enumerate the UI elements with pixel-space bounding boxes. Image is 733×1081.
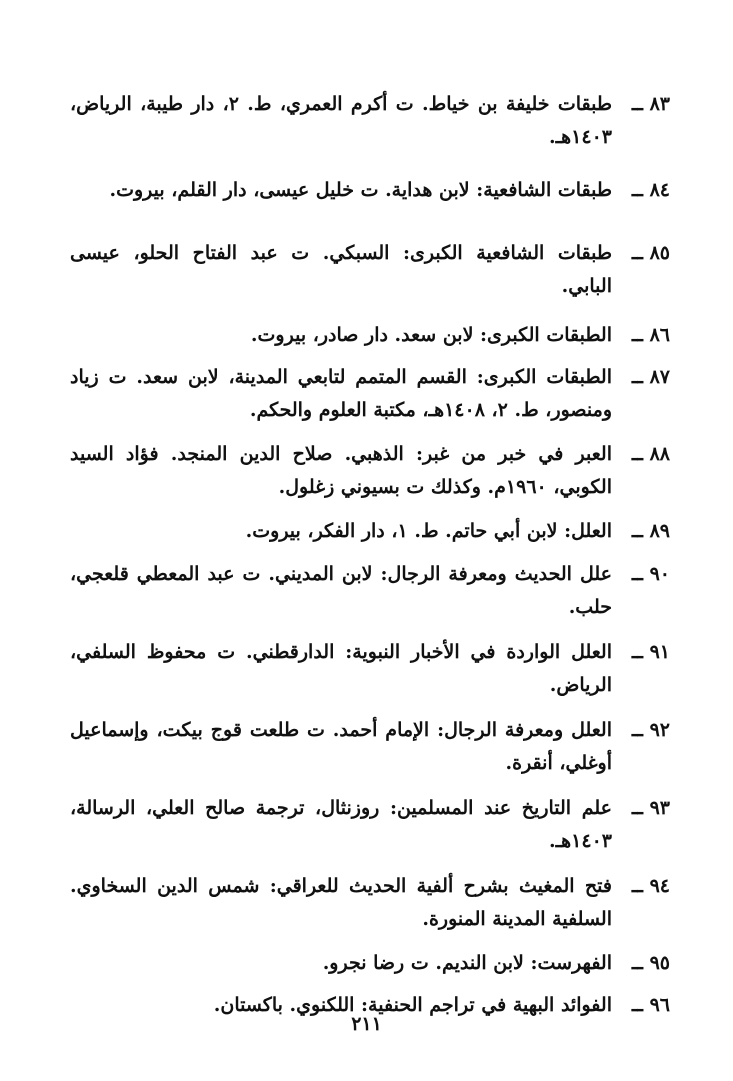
entry-text: العلل الواردة في الأخبار النبوية: الدارقطني. ت محفوظ السلفي، الرياض. [70,641,612,696]
entry-number: ٨٦ ــ [631,324,670,346]
bibliography-entry [70,558,670,624]
bibliography-entry [70,361,670,427]
bibliography-entry [70,947,670,980]
entry-number: ٩٢ ــ [631,719,670,741]
bibliography-list [70,88,670,1022]
entry-text: العبر في خبر من غبر: الذهبي. صلاح الدين المنجد. فؤاد السيد الكوبي، ١٩٦٠م. وكذلك ت بسيوني زغلول. [70,443,612,498]
entry-text: العلل: لابن أبي حاتم. ط. ١، دار الفكر، بيروت. [245,520,612,542]
entry-text: الطبقات الكبرى: القسم المتمم لتابعي المدينة، لابن سعد. ت زياد ومنصور، ط. ٢، ١٤٠٨هـ، مكتبة العلوم والحكم. [70,366,612,421]
bibliography-entry [70,319,670,352]
bibliography-entry [70,88,670,154]
entry-text: طبقات الشافعية: لابن هداية. ت خليل عيسى، دار القلم، بيروت. [109,179,612,201]
entry-text: الفهرست: لابن النديم. ت رضا نجرو. [322,952,612,974]
entry-number: ٩٣ ــ [631,797,670,819]
entry-number: ٩٥ ــ [631,952,670,974]
bibliography-entry [70,515,670,548]
bibliography-entry [70,237,670,303]
bibliography-entry [70,714,670,780]
entry-number: ٨٥ ــ [631,242,670,264]
bibliography-entry [70,174,670,207]
entry-number: ٨٤ ــ [631,179,670,201]
entry-number: ٨٩ ــ [631,520,670,542]
entry-number: ٩٤ ــ [631,875,670,897]
entry-text: علل الحديث ومعرفة الرجال: لابن المديني. ت عبد المعطي قلعجي، حلب. [70,563,612,618]
entry-number: ٩٠ ــ [631,563,670,585]
entry-text: طبقات خليفة بن خياط. ت أكرم العمري، ط. ٢، دار طيبة، الرياض، ١٤٠٣هـ. [70,93,612,148]
entry-number: ٩١ ــ [631,641,670,663]
entry-text: العلل ومعرفة الرجال: الإمام أحمد. ت طلعت قوج بيكت، وإسماعيل أوغلي، أنقرة. [70,719,612,774]
bibliography-entry [70,792,670,858]
entry-number: ٨٧ ــ [631,366,670,388]
entry-number: ٨٨ ــ [631,443,670,465]
entry-text: الفوائد البهية في تراجم الحنفية: اللكنوي. باكستان. [213,994,612,1016]
bibliography-entry [70,636,670,702]
entry-number: ٩٦ ــ [631,994,670,1016]
entry-text: الطبقات الكبرى: لابن سعد. دار صادر، بيروت. [250,324,612,346]
entry-text: طبقات الشافعية الكبرى: السبكي. ت عبد الفتاح الحلو، عيسى البابي. [70,242,612,297]
page-number: ٢١١ [351,1013,382,1035]
entry-text: فتح المغيث بشرح ألفية الحديث للعراقي: شمس الدين السخاوي. السلفية المدينة المنورة. [70,875,612,930]
bibliography-entry [70,870,670,936]
entry-text: علم التاريخ عند المسلمين: روزنثال، ترجمة صالح العلي، الرسالة، ١٤٠٣هـ. [70,797,612,852]
entry-number: ٨٣ ــ [631,93,670,115]
bibliography-entry [70,438,670,504]
